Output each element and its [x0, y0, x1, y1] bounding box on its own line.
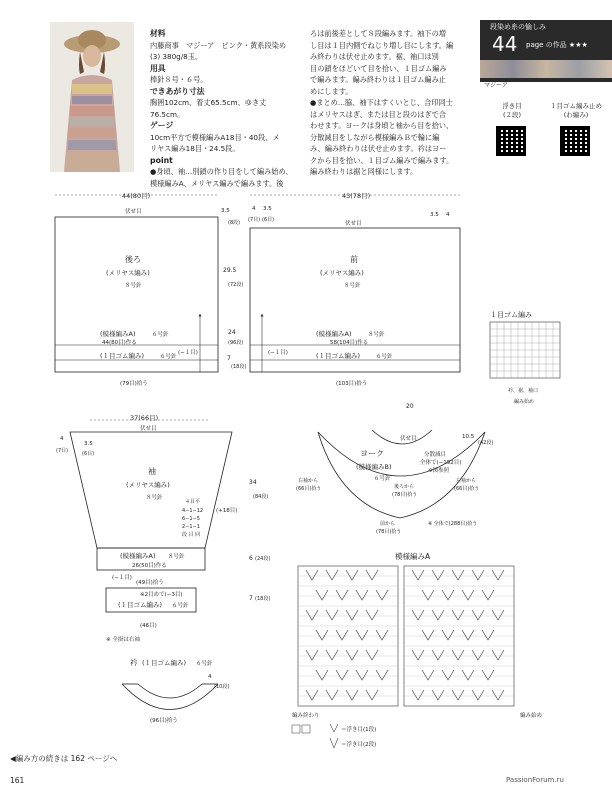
collar-diagram	[122, 657, 229, 724]
sleeve-corner-2: (7目)	[56, 448, 69, 454]
yoke-back-from: 後ろから	[394, 484, 415, 490]
yoke-title: ヨーク	[360, 449, 384, 458]
front-stitch: (メリヤス編み)	[320, 269, 364, 277]
front-corner-r1: 3.5	[430, 212, 439, 218]
front-corner-l3: 3.5	[263, 206, 272, 212]
back-ribbing-needle: ６号針	[160, 354, 177, 360]
back-needle: ８号針	[125, 283, 142, 289]
yarn-label: マジーア	[484, 82, 508, 89]
sleeve-pickup: (49目)拾う	[136, 580, 164, 586]
sleeve-patternA-needle: ８号針	[168, 554, 185, 560]
yoke-dec-1: 全体で(−192目)	[420, 460, 462, 466]
instruction-line: し目は１目内側でねじり増し目にします。編	[310, 40, 454, 50]
ribbing-chart-start: 編み始め	[514, 399, 535, 405]
yoke-right-sleeve: 左袖から	[456, 478, 477, 484]
front-title: 前	[350, 255, 358, 264]
front-ribbing-needle: ６号針	[376, 354, 393, 360]
sleeve-inc-3: 6−1−5	[182, 516, 200, 522]
yoke-side: 10.5	[462, 434, 475, 440]
front-corner-l2: (7目)	[248, 217, 261, 223]
sleeve-minus: (−１目)	[112, 575, 132, 581]
materials-line2: (3) 380g/8玉。	[150, 52, 203, 61]
back-bottom: (79目)拾う	[120, 381, 148, 387]
sleeve-inc-total: (+18目)	[216, 508, 238, 514]
front-patternA: (模様編みA)	[316, 330, 352, 338]
sleeve-corner-3: 3.5	[84, 441, 93, 447]
yoke-front-from: 前から	[380, 521, 396, 527]
back-cast-off: 伏せ目	[125, 209, 142, 215]
sleeve-side-3b: (18段)	[255, 596, 271, 602]
back-side-4: 7	[227, 355, 231, 362]
instruction-line: はメリヤスはぎ、または目と段のはぎで合	[310, 109, 446, 119]
continued-note: ◀編み方の続きは 162 ページへ	[10, 754, 118, 763]
sleeve-side-1b: (84段)	[253, 494, 269, 500]
instruction-line: で編みます。編み終わりは１目ゴム編み止	[310, 75, 446, 84]
front-patternA-needle: ８号針	[368, 332, 385, 338]
page-number: 161	[10, 776, 25, 785]
instruction-line: み終わりは伏せ止めます。裾、袖口は別	[310, 52, 439, 61]
back-side-1: 3.5	[221, 208, 230, 214]
sleeve-inc-4: 2−1−1	[182, 524, 200, 530]
collar-needle: ６号針	[196, 661, 213, 667]
instruction-line: めにします。	[310, 86, 353, 96]
ribbing-chart-note: 衿、裾、袖口	[508, 388, 539, 394]
materials-heading: 材料	[150, 29, 166, 38]
yoke-cast-off: 伏せ目	[400, 436, 417, 442]
sleeve-top-width: 37(66目)	[130, 414, 159, 422]
back-stitch: (メリヤス編み)	[106, 269, 150, 277]
materials-line1: 内藤商事 マジーア ピンク・黄系段染め	[150, 40, 287, 50]
yoke-front-count: (78目)拾う	[376, 529, 402, 535]
back-ribbing: (１目ゴム編み)	[100, 352, 145, 360]
patternA-start: 編み始め	[520, 713, 543, 719]
sleeve-stitch: (メリヤス編み)	[126, 481, 170, 489]
instruction-line: ろは前後差として８段編みます。袖下の増	[310, 29, 446, 38]
patternA-legend-1: ＝浮き目(1段)	[341, 727, 377, 733]
sleeve-ribbing: (１目ゴム編み)	[118, 601, 163, 609]
yoke-dec-2: ※図参照	[428, 468, 450, 474]
yoke-right-sleeve-count: (66目)拾う	[454, 486, 480, 492]
back-diagram	[55, 192, 246, 387]
tools-text: 棒針８号・６号。	[150, 75, 208, 84]
gauge-heading: ゲージ	[150, 121, 174, 130]
tag-title: 段染め糸の愉しみ	[490, 23, 546, 31]
sleeve-inc-1: ４目平	[185, 499, 201, 505]
front-patternA-count: 58(104目)作る	[330, 340, 369, 346]
yoke-dec-title: 分散減目	[424, 452, 447, 458]
patternA-legend-2: ＝浮き目(2段)	[341, 742, 377, 748]
watermark: PassionForum.ru	[506, 776, 564, 784]
size-text: 胸囲102cm、着丈65.5cm、ゆき丈76.5cm。	[150, 98, 267, 119]
front-top-width: 43(78目)	[342, 192, 371, 200]
instruction-line: 編み終わりは裾と同様にします。	[310, 167, 418, 176]
qr-left-label-2: (２段)	[502, 111, 522, 119]
yoke-diagram	[296, 403, 493, 535]
sleeve-inc-2: 4−1−12	[182, 508, 204, 514]
sleeve-decrease: ※2目めで(−3目)	[140, 592, 183, 598]
back-top-width: 44(80目)	[122, 192, 151, 200]
collar-title: 衿	[130, 658, 138, 667]
point-line2: 模様編みA、メリヤス編みで編みます。後	[150, 178, 284, 188]
size-heading: できあがり寸法	[150, 86, 205, 96]
front-cast-off: 伏せ目	[345, 221, 362, 227]
collar-bottom: (96目)拾う	[150, 718, 178, 724]
back-patternA-needle: ６号針	[152, 332, 169, 338]
gauge-line1: 10cm平方で模様編みA18目・40段、メ	[150, 132, 280, 142]
back-side-4b: (18段)	[231, 364, 247, 370]
sleeve-side-2: 6	[249, 555, 253, 562]
instruction-line: ●まとめ…脇、袖下はすくいとじ、合印同士	[310, 98, 453, 107]
sleeve-note: ※ 全掛は右袖	[106, 637, 140, 643]
collar-depth-1: 4	[208, 674, 212, 680]
yoke-top: 20	[406, 403, 414, 410]
qr-right-label-2: (わ編み)	[563, 111, 589, 119]
front-ribbing: (１目ゴム編み)	[316, 352, 361, 360]
yoke-side-2: (42段)	[478, 440, 494, 446]
sleeve-corner-4: (6目)	[82, 451, 95, 457]
ribbing-chart-title: １目ゴム編み	[490, 311, 532, 319]
back-minus: (−１目)	[178, 350, 198, 356]
tag-suffix: page の作品 ★★★	[526, 41, 588, 49]
back-side-3b: (96段)	[228, 340, 244, 346]
sleeve-cast-off: 伏せ目	[140, 426, 157, 432]
front-corner-l1: 4	[252, 206, 256, 212]
patternA-title: 模様編みA	[395, 552, 431, 561]
sleeve-patternA: (模様編みA)	[120, 552, 156, 560]
front-corner-r2: 4	[446, 212, 450, 218]
point-heading: point	[150, 155, 173, 165]
instruction-line: 目の鎖をほどいて目を拾い、１目ゴム編み	[310, 63, 447, 73]
sleeve-patternA-count: 26(50目)作る	[132, 563, 167, 569]
instruction-line: わせます。ヨークは身頃と袖から目を拾い、	[310, 121, 454, 130]
qr-right-label-1: １目ゴム編み止め	[550, 102, 602, 110]
sleeve-needle: ８号針	[146, 495, 163, 501]
sleeve-corner-1: 4	[60, 436, 64, 442]
sleeve-side-1: 34	[249, 479, 257, 486]
back-patternA: (模様編みA)	[100, 330, 136, 338]
collar-stitch: (１目ゴム編み)	[142, 659, 187, 667]
sleeve-inc-5: 段 目 回	[182, 532, 201, 538]
front-corner-l4: (6目)	[262, 217, 275, 223]
sleeve-title: 袖	[148, 467, 156, 476]
instruction-line: 分散減目をしながら模様編みＢで輪に編	[310, 132, 440, 142]
sleeve-diagram	[56, 414, 270, 643]
instruction-line: み、編み終わりは伏せ止めます。衿はヨー	[310, 144, 447, 153]
yoke-needle: ６号針	[374, 476, 391, 482]
back-side-3: 24	[228, 329, 236, 336]
patternA-chart	[292, 551, 542, 748]
ribbing-chart	[490, 310, 560, 405]
sleeve-ribbing-needle: ６号針	[172, 603, 189, 609]
front-needle: ８号針	[344, 283, 361, 289]
front-bottom: (103目)拾う	[336, 381, 368, 387]
yoke-left-sleeve: 右袖から	[298, 478, 319, 484]
yoke-total: ※ 全体で(288目)拾う	[428, 521, 478, 527]
collar-depth-2: (10段)	[214, 684, 230, 690]
back-title: 後ろ	[125, 255, 141, 264]
yoke-left-sleeve-count: (66目)拾う	[296, 486, 322, 492]
back-patternA-count: 44(80目)作る	[102, 340, 137, 346]
back-side-2b: (72段)	[228, 282, 244, 288]
back-side-1b: (8段)	[228, 220, 241, 226]
sleeve-side-3: 7	[249, 595, 253, 602]
back-side-2: 29.5	[223, 267, 237, 274]
front-minus: (−１目)	[268, 350, 288, 356]
front-diagram	[248, 192, 460, 387]
qr-left-label-1: 浮き目	[502, 102, 522, 110]
yoke-stitch: (模様編みB)	[356, 463, 392, 471]
gauge-line2: リヤス編み18目・24.5段。	[150, 144, 240, 153]
instruction-line: クから目を拾い、１目ゴム編みで編みます。	[310, 155, 454, 165]
sleeve-side-2b: (24段)	[255, 556, 271, 562]
yoke-back-count: (78目)拾う	[392, 492, 418, 498]
patternA-end: 編み終わり	[292, 713, 320, 719]
tag-number: 44	[492, 32, 518, 56]
tools-heading: 用具	[150, 63, 166, 73]
sleeve-bottom: (46目)	[140, 623, 157, 629]
point-line1: ●身頃、袖…別鎖の作り目をして編み始め、	[150, 167, 293, 176]
